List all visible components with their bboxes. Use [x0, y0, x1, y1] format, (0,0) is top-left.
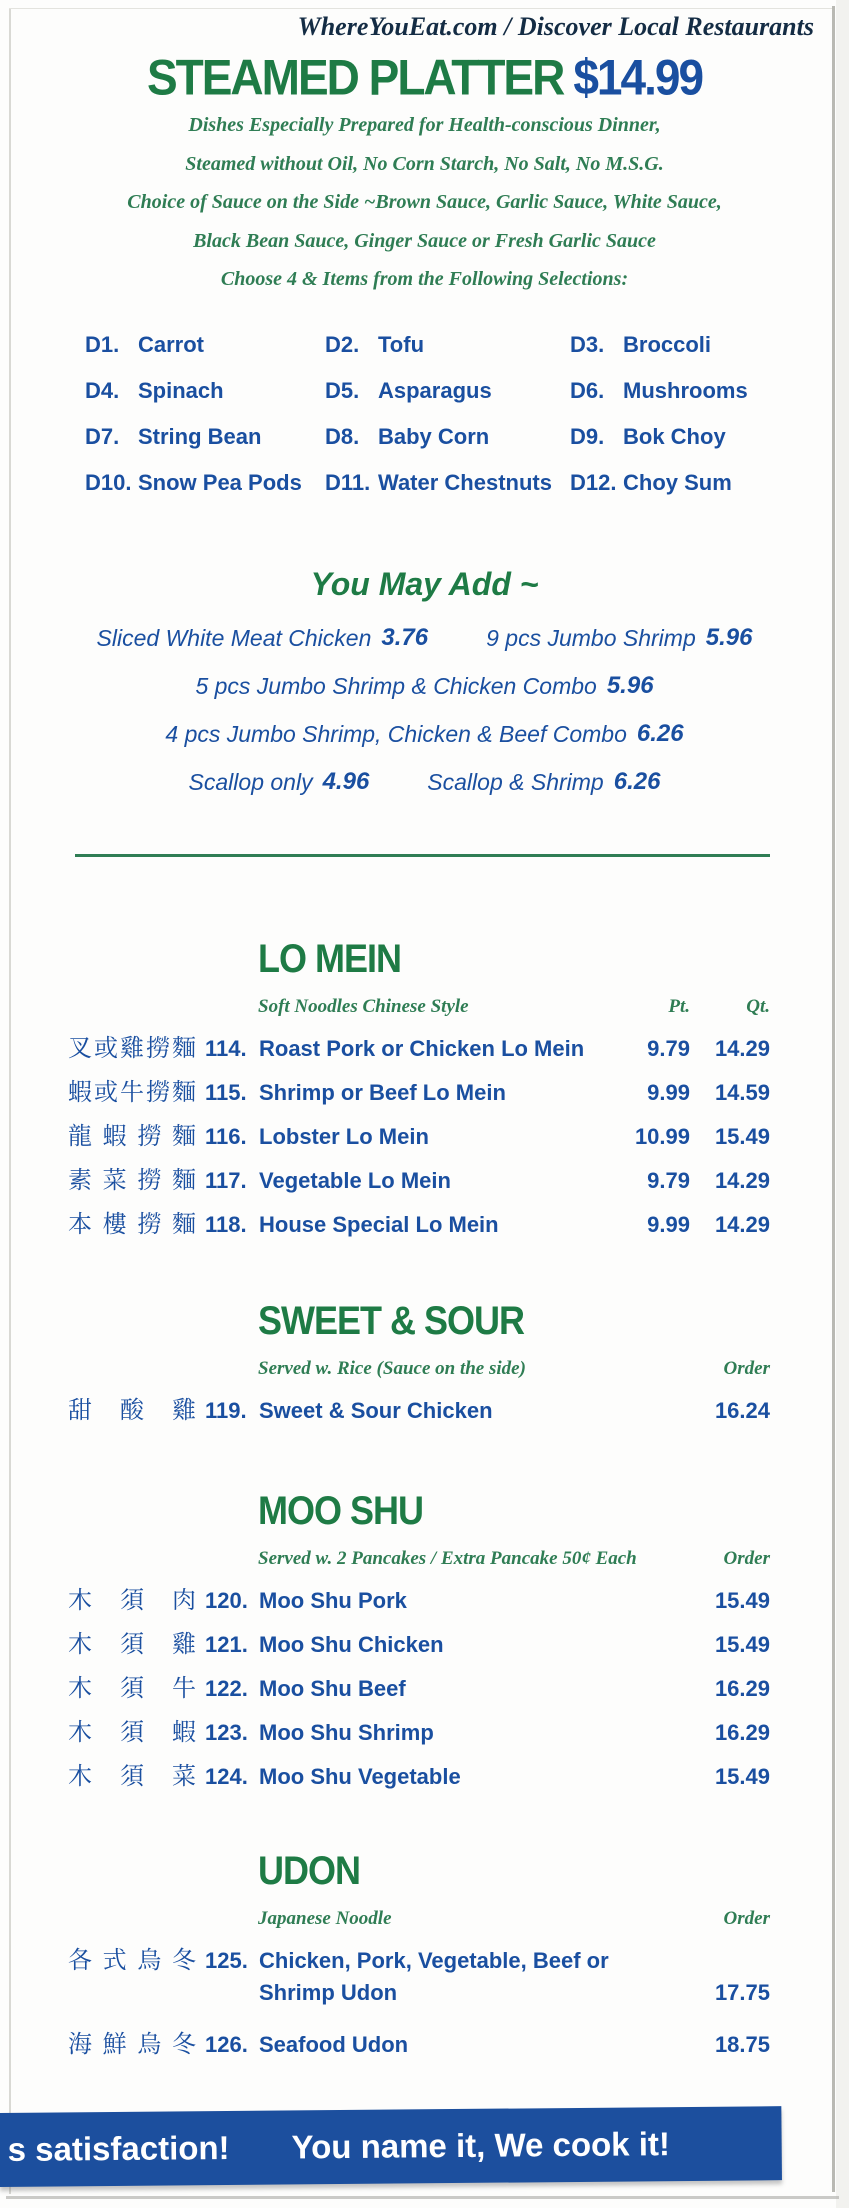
item-name: Seafood Udon — [259, 2032, 409, 2057]
item-name: Shrimp or Beef Lo Mein — [259, 1080, 506, 1105]
menu-item-row-115 — [68, 1072, 770, 1116]
scan-edge-right-pad — [836, 0, 849, 2208]
item-list — [68, 1390, 770, 1434]
item-name: House Special Lo Mein — [259, 1212, 499, 1237]
item-number: 124. — [205, 1764, 248, 1789]
item-price: 17.75 — [714, 1980, 770, 2005]
order-column-header: Order — [723, 1358, 770, 1379]
item-chinese-name: 各 式 烏 冬 — [68, 1947, 196, 1974]
item-number: 115. — [205, 1080, 247, 1105]
selection-item: D12. Choy Sum — [570, 470, 732, 495]
add-on-label: 5 pcs Jumbo Shrimp & Chicken Combo — [195, 672, 597, 699]
you-may-add-list — [0, 614, 849, 806]
section-heading: LO MEIN — [258, 935, 401, 981]
add-on-price: 6.26 — [613, 768, 661, 795]
item-price: 18.75 — [714, 2032, 770, 2057]
add-on-label: Scallop only — [188, 768, 313, 795]
section-heading: MOO SHU — [258, 1487, 424, 1533]
item-number: 118. — [205, 1212, 247, 1237]
page-title — [0, 48, 849, 106]
you-may-add-heading: You May Add ~ — [310, 566, 539, 602]
item-quart-price: 14.59 — [714, 1080, 770, 1105]
selection-item: D6. Mushrooms — [570, 378, 748, 403]
intro-line: Choose 4 & Items from the Following Selections: — [220, 268, 629, 290]
item-name: Roast Pork or Chicken Lo Mein — [259, 1036, 585, 1061]
section-subtitle: Soft Noodles Chinese Style — [258, 996, 469, 1017]
add-on-price: 3.76 — [381, 624, 429, 651]
item-price: 15.49 — [714, 1632, 770, 1657]
item-chinese-name: 木 須 肉 — [68, 1587, 196, 1614]
item-list — [68, 1940, 770, 2064]
menu-item-row-125-continued — [68, 1980, 770, 2020]
item-price: 16.29 — [714, 1720, 770, 1745]
scan-edge-top — [9, 8, 833, 9]
intro-line: Black Bean Sauce, Ginger Sauce or Fresh Garlic Sauce — [193, 229, 656, 252]
item-name: Moo Shu Pork — [259, 1588, 407, 1613]
menu-item-row-117 — [68, 1160, 770, 1204]
item-name-continued: Shrimp Udon — [259, 1980, 398, 2005]
add-on-price: 5.96 — [606, 672, 654, 699]
item-name: Vegetable Lo Mein — [259, 1168, 451, 1193]
add-on-label: 9 pcs Jumbo Shrimp — [486, 624, 696, 651]
add-on-price: 4.96 — [322, 768, 370, 795]
intro-line: Choice of Sauce on the Side ~Brown Sauce, Garlic Sauce, White Sauce, — [127, 191, 722, 213]
menu-item-row-125 — [68, 1940, 770, 1980]
selection-item: D10. Snow Pea Pods — [85, 470, 302, 495]
item-pint-price: 9.79 — [647, 1036, 690, 1061]
item-number: 121. — [205, 1632, 248, 1657]
section-heading: UDON — [258, 1847, 360, 1893]
scan-edge-right — [832, 6, 835, 2192]
banner-right-text: You name it, We cook it! — [291, 2125, 671, 2166]
item-name: Moo Shu Shrimp — [259, 1720, 434, 1745]
add-on-price: 5.96 — [705, 624, 753, 651]
section-subtitle-row — [68, 1908, 770, 1930]
item-quart-price: 15.49 — [714, 1124, 770, 1149]
item-chinese-name: 甜 酸 雞 — [68, 1397, 196, 1424]
scan-edge-bottom — [6, 2196, 839, 2199]
section-subtitle-row — [68, 1358, 770, 1380]
order-column-header: Order — [723, 1908, 770, 1929]
add-on-price: 6.26 — [636, 720, 684, 747]
item-price: 16.24 — [714, 1398, 770, 1423]
item-number: 119. — [205, 1398, 247, 1423]
item-quart-price: 14.29 — [714, 1036, 770, 1061]
section-subtitle: Served w. 2 Pancakes / Extra Pancake 50¢ Each — [258, 1548, 637, 1569]
section-moo-shu — [68, 1487, 770, 1800]
item-number: 114. — [205, 1036, 247, 1061]
item-price: 15.49 — [714, 1588, 770, 1613]
section-subtitle: Japanese Noodle — [258, 1908, 392, 1929]
item-number: 116. — [205, 1124, 247, 1149]
quart-column-header: Qt. — [746, 996, 770, 1017]
menu-item-row-114 — [68, 1028, 770, 1072]
item-chinese-name: 蝦 或 牛 撈 麵 — [68, 1079, 196, 1106]
selection-item: D3. Broccoli — [570, 332, 712, 357]
item-number: 123. — [205, 1720, 248, 1745]
item-chinese-name: 木 須 牛 — [68, 1675, 196, 1702]
section-heading: SWEET & SOUR — [258, 1297, 525, 1343]
intro-line: Dishes Especially Prepared for Health-conscious Dinner, — [188, 114, 661, 136]
item-list — [68, 1028, 770, 1248]
item-name: Lobster Lo Mein — [259, 1124, 429, 1149]
section-subtitle-row — [68, 1548, 770, 1570]
selection-item: D4. Spinach — [85, 378, 224, 403]
selection-item: D7. String Bean — [85, 424, 262, 449]
menu-item-row-123 — [68, 1712, 770, 1756]
item-pint-price: 9.99 — [647, 1080, 690, 1105]
item-name: Sweet & Sour Chicken — [259, 1398, 493, 1423]
item-chinese-name: 素 菜 撈 麵 — [68, 1167, 196, 1194]
selection-item: D9. Bok Choy — [570, 424, 726, 449]
item-price: 15.49 — [714, 1764, 770, 1789]
item-name: Moo Shu Vegetable — [259, 1764, 461, 1789]
item-number: 125. — [205, 1948, 248, 1973]
section-divider — [75, 854, 770, 857]
title-name: STEAMED PLATTER — [146, 48, 564, 106]
pint-column-header: Pt. — [668, 996, 690, 1017]
section-lo-mein — [68, 935, 770, 1248]
intro-line: Steamed without Oil, No Corn Starch, No Salt, No M.S.G. — [185, 152, 664, 175]
menu-item-row-120 — [68, 1580, 770, 1624]
item-price: 16.29 — [714, 1676, 770, 1701]
scan-edge-left — [9, 8, 11, 2194]
menu-item-row-124 — [68, 1756, 770, 1800]
steamed-selection-grid — [85, 322, 800, 506]
item-chinese-name: 木 須 蝦 — [68, 1719, 196, 1746]
item-quart-price: 14.29 — [714, 1168, 770, 1193]
item-name: Moo Shu Chicken — [259, 1632, 444, 1657]
section-sweet-and-sour — [68, 1297, 770, 1434]
banner-left-text: s satisfaction! — [7, 2128, 230, 2168]
item-chinese-name: 叉 或 雞 撈 麵 — [68, 1035, 196, 1062]
selection-item: D11. Water Chestnuts — [325, 470, 552, 495]
item-chinese-name: 龍 蝦 撈 麵 — [68, 1123, 196, 1150]
add-on-line — [0, 758, 849, 806]
item-pint-price: 9.99 — [647, 1212, 690, 1237]
menu-item-row-119 — [68, 1390, 770, 1434]
selection-item: D8. Baby Corn — [325, 424, 490, 449]
footer-banner — [0, 2106, 782, 2187]
item-list — [68, 1580, 770, 1800]
menu-item-row-118 — [68, 1204, 770, 1248]
add-on-label: Scallop & Shrimp — [427, 768, 604, 795]
menu-item-row-126 — [68, 2024, 770, 2064]
selection-item: D1. Carrot — [85, 332, 205, 357]
item-chinese-name: 海 鮮 烏 冬 — [68, 2031, 196, 2058]
item-name: Moo Shu Beef — [259, 1676, 406, 1701]
selection-item: D2. Tofu — [325, 332, 425, 357]
item-number: 126. — [205, 2032, 248, 2057]
add-on-label: Sliced White Meat Chicken — [96, 624, 372, 651]
item-quart-price: 14.29 — [714, 1212, 770, 1237]
item-chinese-name: 本 樓 撈 麵 — [68, 1211, 196, 1238]
menu-item-row-122 — [68, 1668, 770, 1712]
item-chinese-name: 木 須 雞 — [68, 1631, 196, 1658]
add-on-label: 4 pcs Jumbo Shrimp, Chicken & Beef Combo — [165, 720, 627, 747]
item-chinese-name: 木 須 菜 — [68, 1763, 196, 1790]
section-subtitle-row — [68, 996, 770, 1018]
section-subtitle: Served w. Rice (Sauce on the side) — [258, 1358, 526, 1379]
menu-item-row-116 — [68, 1116, 770, 1160]
order-column-header: Order — [723, 1548, 770, 1569]
add-on-line — [0, 662, 849, 710]
title-price: $14.99 — [573, 48, 703, 106]
intro-text — [0, 106, 849, 299]
item-pint-price: 10.99 — [634, 1124, 690, 1149]
add-on-line — [0, 710, 849, 758]
item-number: 122. — [205, 1676, 248, 1701]
item-number: 120. — [205, 1588, 248, 1613]
selection-item: D5. Asparagus — [325, 378, 492, 403]
item-number: 117. — [205, 1168, 247, 1193]
add-on-line — [0, 614, 849, 662]
site-header: WhereYouEat.com / Discover Local Restaurants — [297, 12, 814, 41]
item-name: Chicken, Pork, Vegetable, Beef or — [259, 1948, 609, 1973]
item-pint-price: 9.79 — [647, 1168, 690, 1193]
section-udon — [68, 1847, 770, 2064]
menu-item-row-121 — [68, 1624, 770, 1668]
